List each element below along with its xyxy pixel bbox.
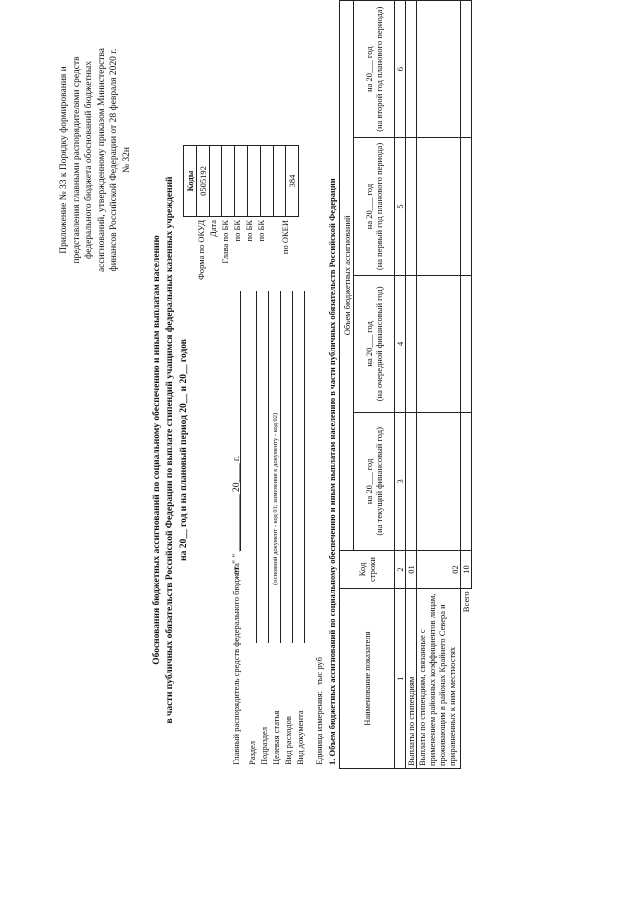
field-line-chief-manager [240,291,241,551]
code-value-chapter [222,146,235,217]
code-value-blank [273,146,286,217]
code-label-date: Дата [208,220,218,237]
field-label-expense-type: Вид расходов [283,716,293,765]
field-label-chief-manager: Главный распорядитель средств федерального бюджета [231,563,241,765]
cell-empty [417,275,461,413]
field-line-section [256,291,257,643]
table-row [406,1,417,769]
field-label-section: Раздел [247,740,257,765]
col-number-4: 4 [395,275,406,413]
appropriations-table [339,0,472,769]
cell-empty [406,1,417,138]
header-year-plan-2-label: на 20___ год [364,46,374,92]
col-number-6: 6 [395,1,406,138]
document-type-note: (основной документ - код 01; изменения к документу - код 02) [272,412,279,585]
form-title-line-2: в части публичных обязательств Российской Федерации по выплате стипендий учащимся федеральных казенных учреждений [165,176,175,724]
row-code-northern-coefficients: 02 [417,550,461,589]
total-label: Всего [461,589,472,769]
cell-empty [417,138,461,275]
header-year-plan-2-note: (на второй год планового периода) [374,6,384,132]
code-value-bk-1 [235,146,248,217]
table-row [417,1,461,769]
field-line-expense-type [292,291,293,643]
field-line-subsection [268,291,269,643]
code-label-chapter: Глава по БК [220,220,230,264]
code-label-bk-3: по БК [256,220,266,242]
header-year-plan-2 [354,1,395,138]
code-label-bk-1: по БК [232,220,242,242]
header-year-next-label: на 20___ год [364,321,374,367]
code-label-bk-2: по БК [244,220,254,242]
code-value-bk-2 [247,146,260,217]
col-number-3: 3 [395,413,406,551]
row-name-northern-coefficients: Выплаты по стипендиям, связанные с применением районных коэффициентов лицам, проживающим в районах Крайнего Севера и приравненных к ним местностях [417,589,461,769]
header-row-code: Код строки [340,550,395,589]
units-label: Единица измерения: [314,691,324,765]
units-value: тыс руб [314,657,324,685]
header-year-current-label: на 20___ год [364,458,374,505]
row-code-scholarships: 01 [406,550,417,589]
field-label-target-article: Целевая статья [271,710,281,765]
field-line-target-article [280,291,281,643]
total-code: 10 [461,550,472,589]
codes-table [183,145,299,217]
code-value-date [209,146,222,217]
header-year-current [354,413,395,551]
header-year-plan-1 [354,138,395,275]
code-value-okei: 384 [286,146,299,217]
code-label-okud: Форма по ОКУД [196,220,206,280]
cell-empty [461,138,472,275]
date-line: от " " ____________ 20____ г. [232,455,242,575]
header-indicator-name: Наименование показателя [340,589,395,769]
cell-empty [461,413,472,551]
header-year-plan-1-note: (на первый год планового периода) [374,142,384,271]
cell-empty [417,413,461,551]
field-line-document-type [304,291,305,643]
col-number-5: 5 [395,138,406,275]
header-year-current-note: (на текущий финансовый год) [374,427,384,536]
header-year-plan-1-label: на 20___ год [364,183,374,230]
cell-empty [461,275,472,413]
codes-header: Коды [184,146,197,217]
form-title-line-3: на 20__ год и на плановый период 20__ и 20__ годов [179,339,189,561]
cell-empty [406,275,417,413]
appendix-note: Приложение № 33 к Порядку формирования и представления главными распорядителями средств федерального бюджета обоснований бюджетных ассигнований, утвержденному приказом Министерства финансов Российской Федерации от 28 февраля 2020 г. № 32н [59,47,132,273]
field-label-subsection: Подраздел [259,726,269,765]
cell-empty [406,413,417,551]
row-name-scholarships: Выплаты по стипендиям [406,589,417,769]
form-title-line-1: Обоснования бюджетных ассигнований по социальному обеспечению и иным выплатам населению [152,235,162,665]
header-appropriations-volume: Объем бюджетных ассигнований [340,1,354,551]
code-label-okei: по ОКЕИ [280,220,290,255]
table-row-total [461,1,472,769]
cell-empty [406,138,417,275]
cell-empty [461,1,472,138]
section-1-title: 1. Объем бюджетных ассигнований по социальному обеспечению и иным выплатам населению в части публичных обязательств Российской Федерации [327,178,337,765]
code-value-okud: 0505192 [196,146,209,217]
code-value-bk-3 [260,146,273,217]
header-year-next-note: (на очередной финансовый год) [374,286,384,402]
header-year-next [354,275,395,413]
col-number-1: 1 [395,589,406,769]
cell-empty [417,1,461,138]
field-label-document-type: Вид документа [295,710,305,765]
col-number-2: 2 [395,550,406,589]
